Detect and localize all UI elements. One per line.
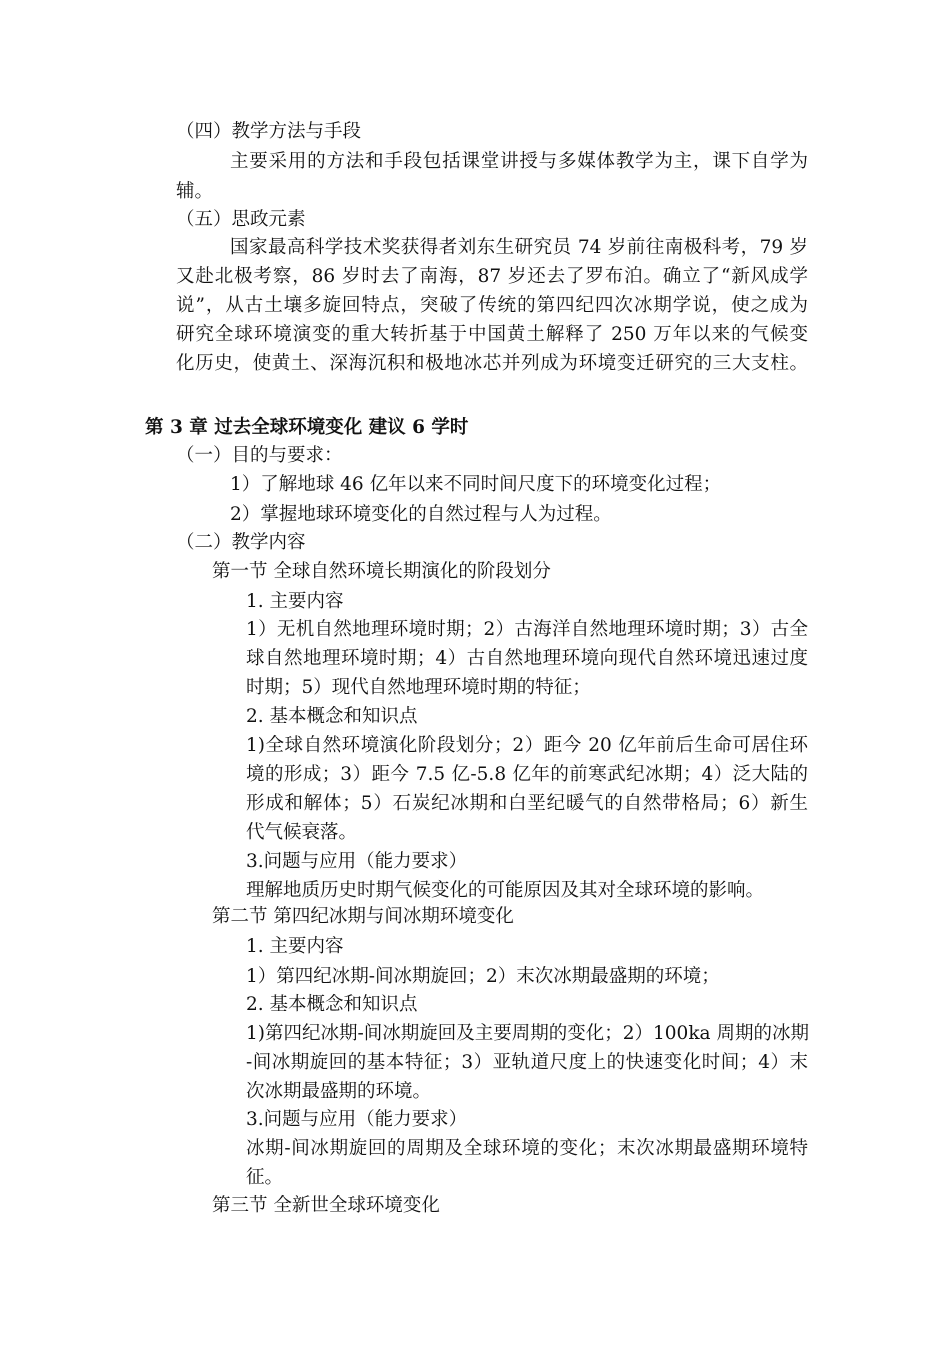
paragraph-line: 境的形成；3）距今 7.5 亿-5.8 亿年的前寒武纪冰期；4）泛大陆的 bbox=[246, 764, 808, 785]
paragraph-line: 1)全球自然环境演化阶段划分；2）距今 20 亿年前后生命可居住环 bbox=[246, 735, 808, 756]
subsection-title: 第二节 第四纪冰期与间冰期环境变化 bbox=[212, 906, 514, 927]
paragraph-line: 冰期-间冰期旋回的周期及全球环境的变化；末次冰期最盛期环境特 bbox=[246, 1138, 808, 1159]
paragraph-line: 又赴北极考察，86 岁时去了南海，87 岁还去了罗布泊。确立了“新风成学 bbox=[176, 266, 808, 287]
paragraph-line: 辅。 bbox=[176, 181, 214, 202]
item-heading: 3.问题与应用（能力要求） bbox=[246, 851, 468, 872]
paragraph-line: 主要采用的方法和手段包括课堂讲授与多媒体教学为主，课下自学为 bbox=[230, 151, 808, 172]
paragraph-line: 1）无机自然地理环境时期；2）古海洋自然地理环境时期；3）古全 bbox=[246, 619, 808, 640]
paragraph-line: 1）第四纪冰期-间冰期旋回；2）末次冰期最盛期的环境； bbox=[246, 966, 720, 987]
item-heading: 2. 基本概念和知识点 bbox=[246, 994, 418, 1015]
subsection-title: 第一节 全球自然环境长期演化的阶段划分 bbox=[212, 561, 551, 582]
item-heading: 1. 主要内容 bbox=[246, 591, 344, 612]
paragraph-line: 理解地质历史时期气候变化的可能原因及其对全球环境的影响。 bbox=[246, 880, 765, 901]
paragraph-line: 化历史，使黄土、深海沉积和极地冰芯并列成为环境变迁研究的三大支柱。 bbox=[176, 353, 808, 374]
item-heading: 3.问题与应用（能力要求） bbox=[246, 1109, 468, 1130]
paragraph-line: 形成和解体；5）石炭纪冰期和白垩纪暖气的自然带格局；6）新生 bbox=[246, 793, 808, 814]
section-heading-content: （二）教学内容 bbox=[176, 532, 306, 553]
paragraph-line: 1)第四纪冰期-间冰期旋回及主要周期的变化；2）100ka 周期的冰期 bbox=[246, 1023, 809, 1044]
paragraph-line: 球自然地理环境时期；4）古自然地理环境向现代自然环境迅速过度 bbox=[246, 648, 808, 669]
subsection-title: 第三节 全新世全球环境变化 bbox=[212, 1195, 440, 1216]
paragraph-line: 说”，从古土壤多旋回特点，突破了传统的第四纪四次冰期学说，使之成为 bbox=[176, 295, 808, 316]
section-heading-ideology: （五）思政元素 bbox=[176, 209, 306, 230]
paragraph-line: 时期；5）现代自然地理环境时期的特征； bbox=[246, 677, 591, 698]
goal-item: 1）了解地球 46 亿年以来不同时间尺度下的环境变化过程； bbox=[230, 474, 722, 495]
section-heading-goals: （一）目的与要求： bbox=[176, 445, 343, 466]
paragraph-line: 次冰期最盛期的环境。 bbox=[246, 1081, 432, 1102]
item-heading: 2. 基本概念和知识点 bbox=[246, 706, 418, 727]
section-heading-teaching-methods: （四）教学方法与手段 bbox=[176, 121, 362, 142]
paragraph-line: -间冰期旋回的基本特征；3）亚轨道尺度上的快速变化时间；4）末 bbox=[246, 1052, 808, 1073]
paragraph-line: 研究全球环境演变的重大转折基于中国黄土解释了 250 万年以来的气候变 bbox=[176, 324, 808, 345]
paragraph-line: 国家最高科学技术奖获得者刘东生研究员 74 岁前往南极科考，79 岁 bbox=[230, 237, 808, 258]
paragraph-line: 代气候衰落。 bbox=[246, 822, 358, 843]
goal-item: 2）掌握地球环境变化的自然过程与人为过程。 bbox=[230, 504, 612, 525]
chapter-title: 第 3 章 过去全球环境变化 建议 6 学时 bbox=[145, 417, 469, 438]
item-heading: 1. 主要内容 bbox=[246, 936, 344, 957]
paragraph-line: 征。 bbox=[246, 1167, 284, 1188]
